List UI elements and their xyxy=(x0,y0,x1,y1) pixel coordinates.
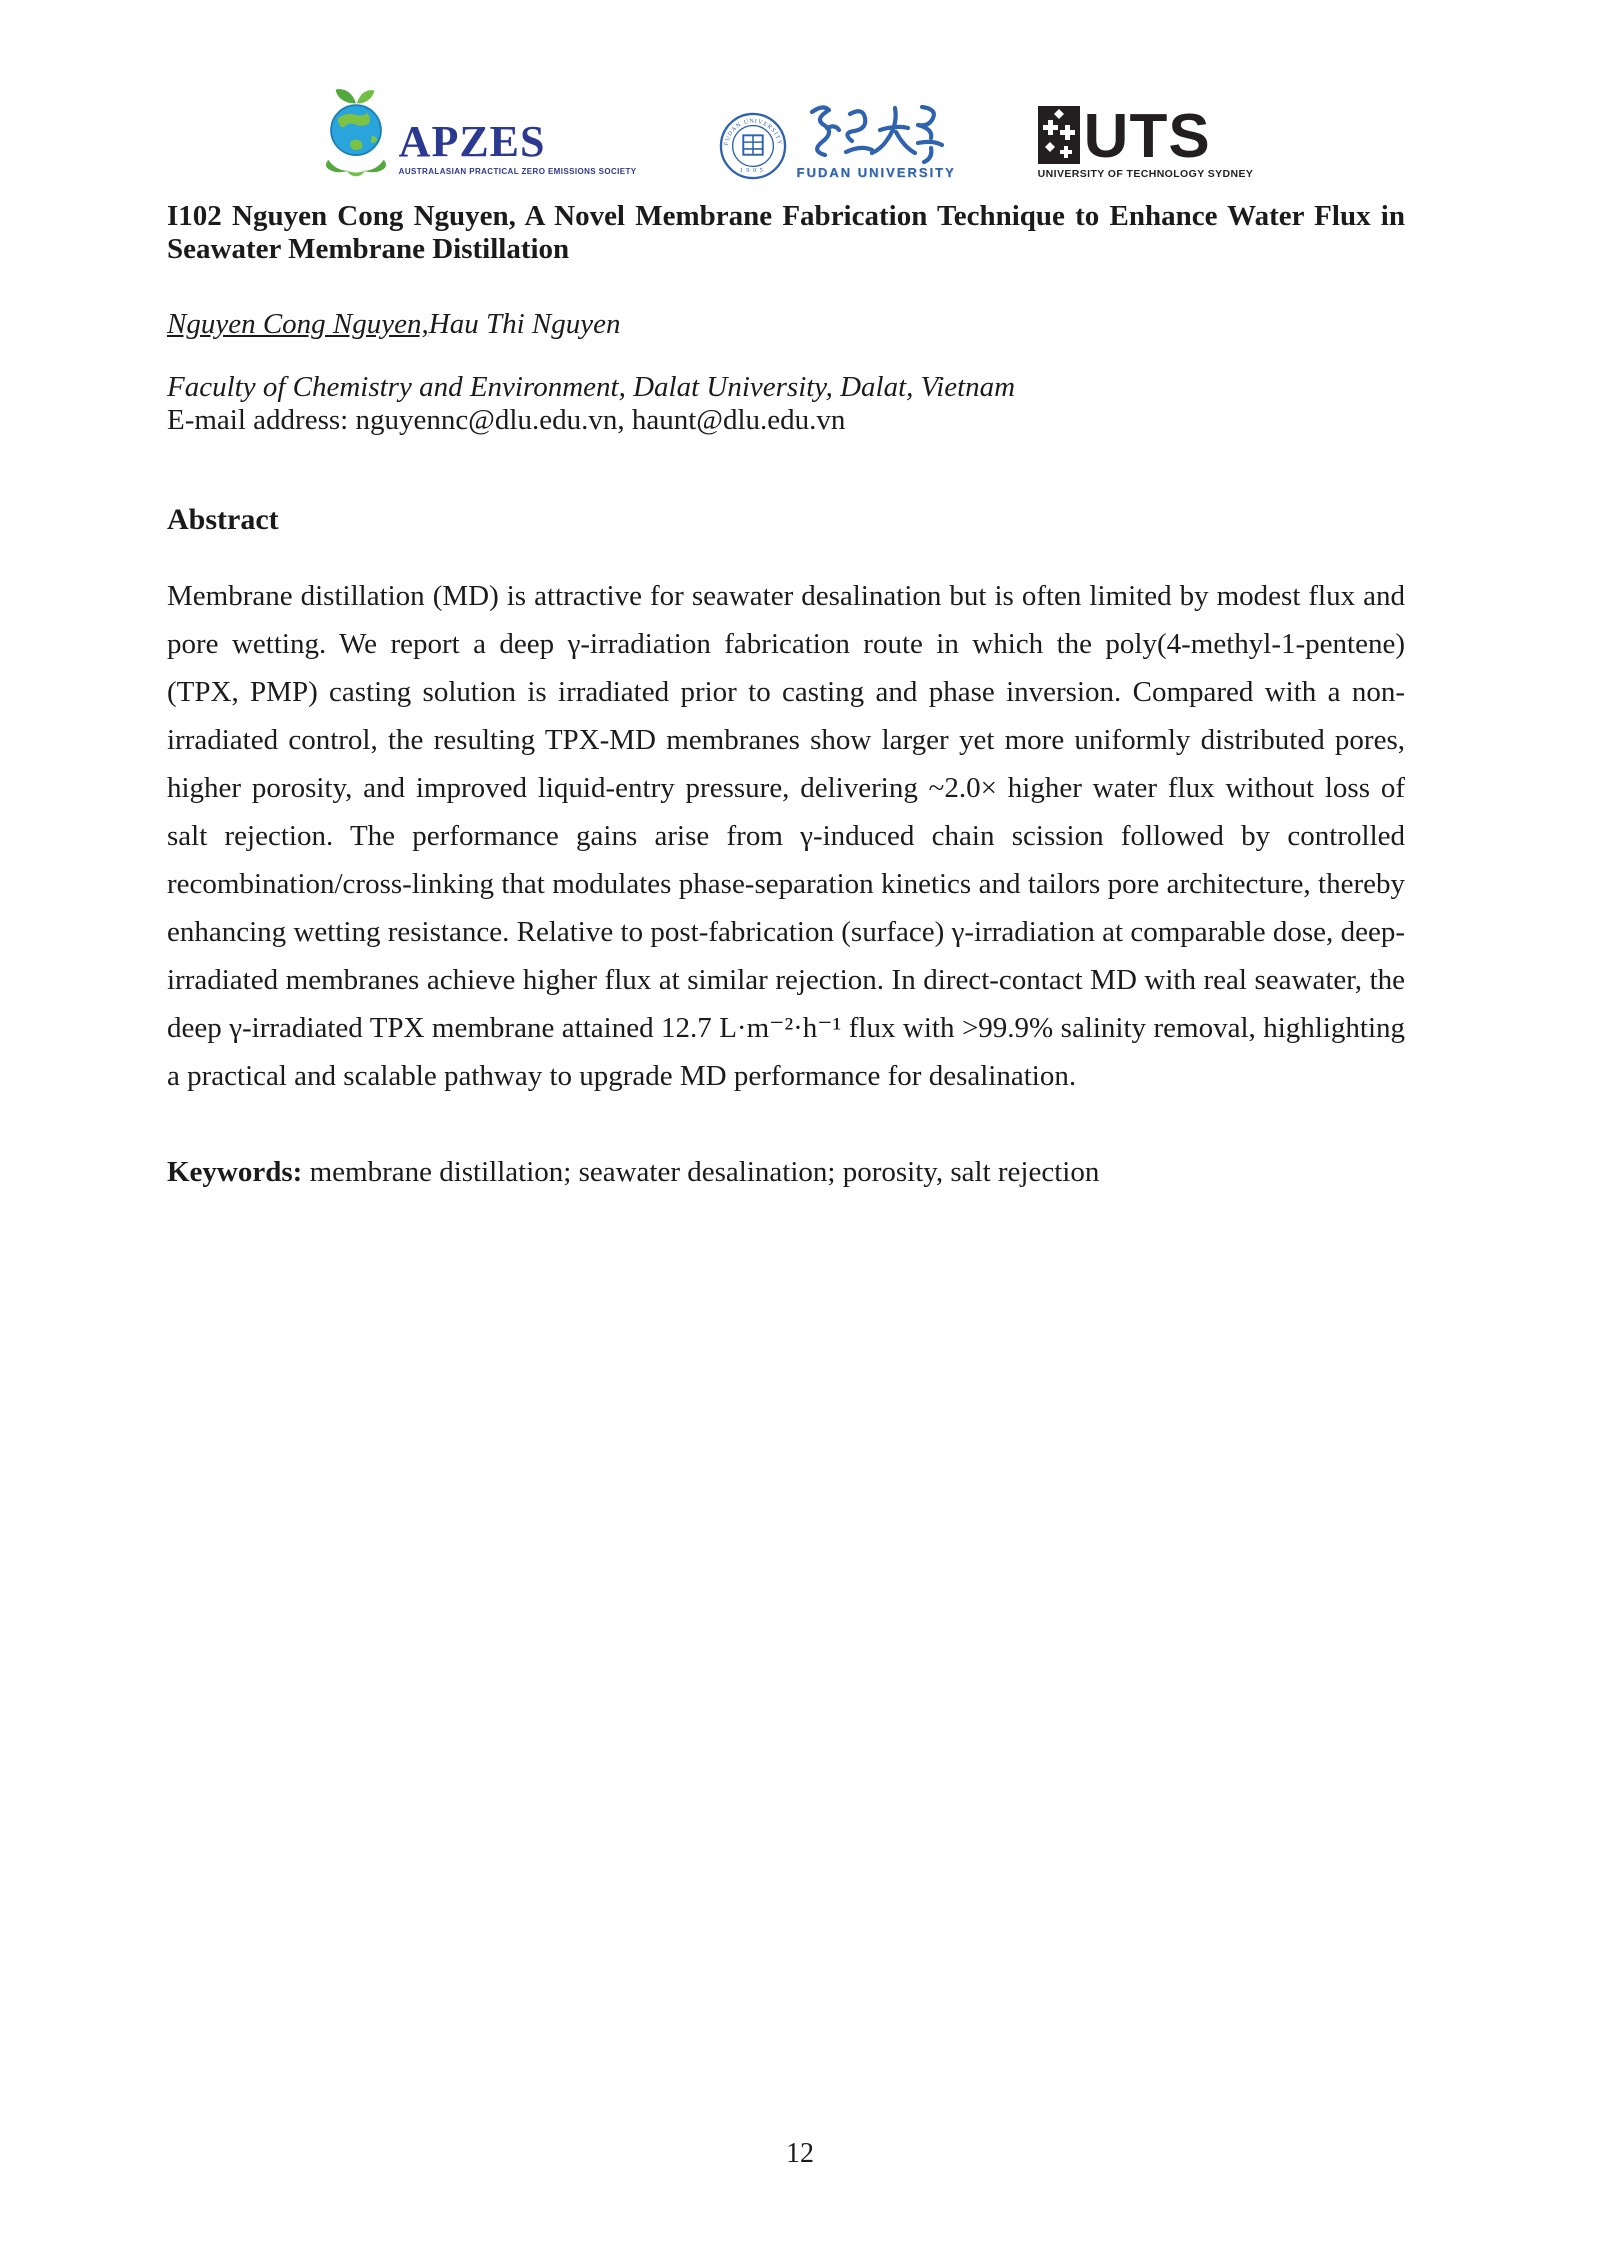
fudan-seal-year: 1905 xyxy=(739,167,766,175)
apzes-tagline: AUSTRALASIAN PRACTICAL ZERO EMISSIONS SOCIETY xyxy=(398,167,637,176)
uts-logo xyxy=(1037,102,1254,180)
uts-mark-row xyxy=(1038,102,1211,171)
fudan-text-block xyxy=(797,98,956,180)
fudan-wordmark: FUDAN UNIVERSITY xyxy=(796,165,956,180)
uts-wordmark: UTS xyxy=(1083,102,1211,171)
email-line: E-mail address: nguyennc@dlu.edu.vn, haunt@dlu.edu.vn xyxy=(167,404,846,436)
fudan-calligraphy-icon xyxy=(802,98,950,164)
coauthor-name: Hau Thi Nguyen xyxy=(428,308,621,340)
apzes-wordmark: APZES xyxy=(398,117,546,166)
author-name-underlined: Nguyen Cong Nguyen, xyxy=(167,308,429,340)
logos-row xyxy=(167,62,1405,180)
page-number: 12 xyxy=(786,2138,814,2169)
abstract-body: Membrane distillation (MD) is attractive for seawater desalination but is often limited by modest flux and pore wetting. We report a deep γ-irradiation fabrication route in which the poly(4-methyl-1-pentene) (TPX, PMP) casting solution is irradiated prior to casting and phase inversion. Compared with a non-irradiated control, the resulting TPX-MD membranes show larger yet more uniformly distributed pores, higher porosity, and improved liquid-entry pressure, delivering ~2.0× higher water flux without loss of salt rejection. The performance gains arise from γ-induced chain scission followed by controlled recombination/cross-linking that modulates phase-separation kinetics and tailors pore architecture, thereby enhancing wetting resistance. Relative to post-fabrication (surface) γ-irradiation at comparable dose, deep-irradiated membranes achieve higher flux at similar rejection. In direct-contact MD with real seawater, the deep γ-irradiated TPX membrane attained 12.7 L·m⁻²·h⁻¹ flux with >99.9% salinity removal, highlighting a practical and scalable pathway to upgrade MD performance for desalination. xyxy=(167,580,1405,1092)
apzes-text-block xyxy=(398,117,637,180)
apzes-globe-icon xyxy=(319,84,393,180)
keywords-label: Keywords: xyxy=(167,1156,303,1188)
apzes-logo xyxy=(319,84,637,180)
affiliation: Faculty of Chemistry and Environment, Dalat University, Dalat, Vietnam xyxy=(167,371,1016,403)
fudan-seal-icon xyxy=(719,112,787,180)
fudan-logo xyxy=(719,98,956,180)
keywords-text: membrane distillation; seawater desalination; porosity, salt rejection xyxy=(302,1156,1100,1188)
paper-title: I102 Nguyen Cong Nguyen, A Novel Membrane Fabrication Technique to Enhance Water Flux in Seawater Membrane Distillation xyxy=(167,200,1405,265)
fudan-seal-text: FUDAN UNIVERSITY xyxy=(723,118,782,147)
keywords-line xyxy=(167,1156,1405,1189)
abstract-heading: Abstract xyxy=(167,503,279,536)
uts-tagline: UNIVERSITY OF TECHNOLOGY SYDNEY xyxy=(1037,168,1254,180)
author-line xyxy=(167,308,1405,341)
uts-mark-icon xyxy=(1038,106,1080,164)
